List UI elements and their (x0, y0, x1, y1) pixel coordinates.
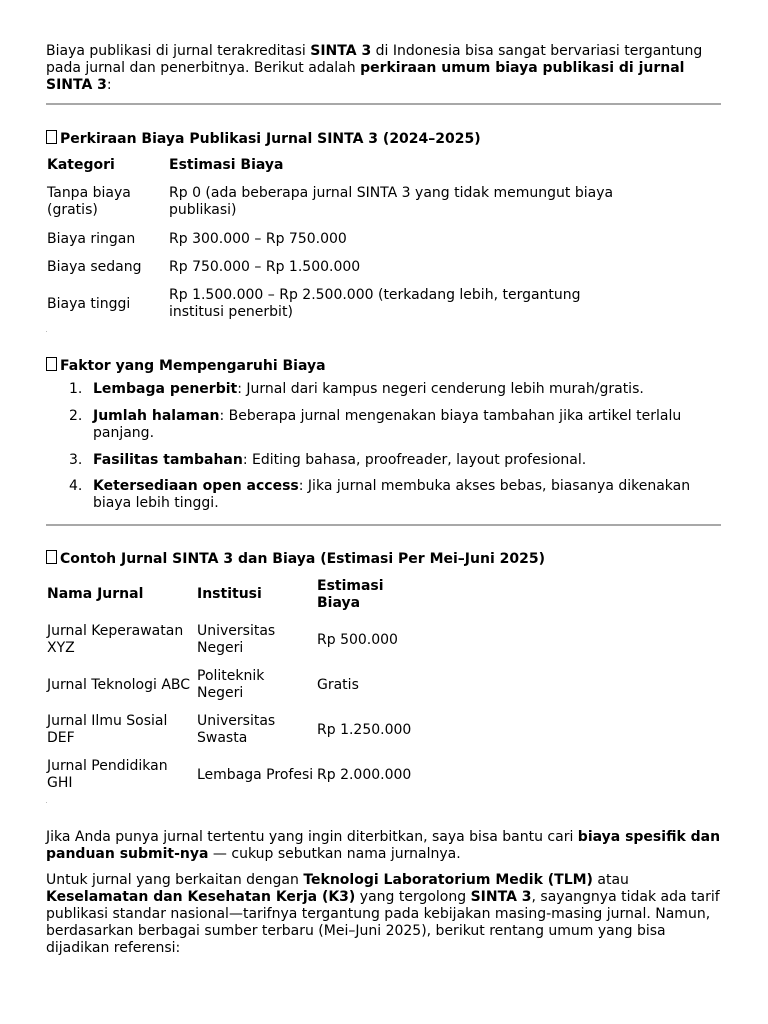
table-header: Institusi (197, 586, 262, 602)
closing-paragraph-2: Untuk jurnal yang berkaitan dengan Teknologi Laboratorium Medik (TLM) atau Keselamatan dan Kesehatan Kerja (K3) yang tergolong SINTA 3, sayangnya tidak ada tarif publikasi standar nasional—tarifnya tergantung pada kebijakan masing-masing jurnal. Namun, berdasarkan berbagai sumber terbaru (Mei–Juni 2025), berikut rentang umum yang bisa dijadikan referensi: (46, 872, 720, 956)
list-item: 2. Jumlah halaman: Beberapa jurnal mengenakan biaya tambahan jika artikel terlalu panjang. (69, 408, 682, 441)
table-header: Nama Jurnal (47, 586, 144, 602)
table-header: Kategori (47, 157, 115, 173)
table-cell: Rp 0 (ada beberapa jurnal SINTA 3 yang tidak memungut biaya publikasi) (169, 185, 614, 218)
table-cell: Rp 2.000.000 (317, 767, 412, 783)
table-cell: Biaya tinggi (47, 296, 131, 312)
divider (46, 524, 721, 526)
intro-bold-2: perkiraan umum biaya publikasi di jurnal SINTA 3 (46, 60, 685, 93)
table-end-marker (46, 331, 47, 332)
list-item: 1. Lembaga penerbit: Jurnal dari kampus negeri cenderung lebih murah/gratis. (69, 381, 644, 397)
table-header: Estimasi Biaya (317, 578, 384, 611)
section-heading-cost-estimate: Perkiraan Biaya Publikasi Jurnal SINTA 3 (2024–2025) (46, 130, 481, 148)
table-cell: Tanpa biaya (gratis) (47, 185, 131, 218)
missing-glyph-icon (46, 550, 57, 564)
table-cell: Lembaga Profesi (197, 767, 314, 783)
table-header: Estimasi Biaya (169, 157, 284, 173)
missing-glyph-icon (46, 357, 57, 371)
table-cell: Biaya sedang (47, 259, 142, 275)
table-end-marker (46, 802, 47, 803)
table-cell: Jurnal Keperawatan XYZ (47, 623, 184, 656)
intro-text-2: di Indonesia bisa sangat bervariasi tergantung pada jurnal dan penerbitnya. Berikut adalah (46, 43, 703, 76)
table-cell: Universitas Swasta (197, 713, 276, 746)
intro-paragraph (46, 43, 726, 94)
factors-list (46, 381, 706, 512)
divider (46, 103, 721, 105)
intro-text-3: : (106, 77, 112, 93)
table-cell: Rp 1.250.000 (317, 722, 412, 738)
table-cell: Rp 300.000 – Rp 750.000 (169, 231, 347, 247)
table-cell: Gratis (317, 677, 359, 693)
table-cell: Biaya ringan (47, 231, 136, 247)
table-cell: Rp 750.000 – Rp 1.500.000 (169, 259, 361, 275)
section-heading-journal-examples: Contoh Jurnal SINTA 3 dan Biaya (Estimasi Per Mei–Juni 2025) (46, 550, 545, 568)
intro-text-1: Biaya publikasi di jurnal terakreditasi (46, 43, 311, 59)
table-cell: Universitas Negeri (197, 623, 276, 656)
section-heading-factors: Faktor yang Mempengaruhi Biaya (46, 357, 326, 375)
list-item: 3. Fasilitas tambahan: Editing bahasa, proofreader, layout profesional. (69, 452, 587, 468)
list-item: 4. Ketersediaan open access: Jika jurnal membuka akses bebas, biasanya dikenakan biaya lebih tinggi. (69, 478, 691, 511)
table-cell: Rp 500.000 (317, 632, 398, 648)
closing-paragraph-1: Jika Anda punya jurnal tertentu yang ingin diterbitkan, saya bisa bantu cari biaya spesifik dan panduan submit-nya — cukup sebutkan nama jurnalnya. (46, 829, 721, 862)
intro-bold-1: SINTA 3 (310, 43, 372, 59)
table-cell: Jurnal Pendidikan GHI (47, 758, 168, 791)
missing-glyph-icon (46, 130, 57, 144)
table-cell: Jurnal Teknologi ABC (47, 677, 191, 693)
table-cell: Politeknik Negeri (197, 668, 265, 701)
table-cell: Jurnal Ilmu Sosial DEF (47, 713, 168, 746)
table-cell: Rp 1.500.000 – Rp 2.500.000 (terkadang lebih, tergantung institusi penerbit) (169, 287, 581, 320)
